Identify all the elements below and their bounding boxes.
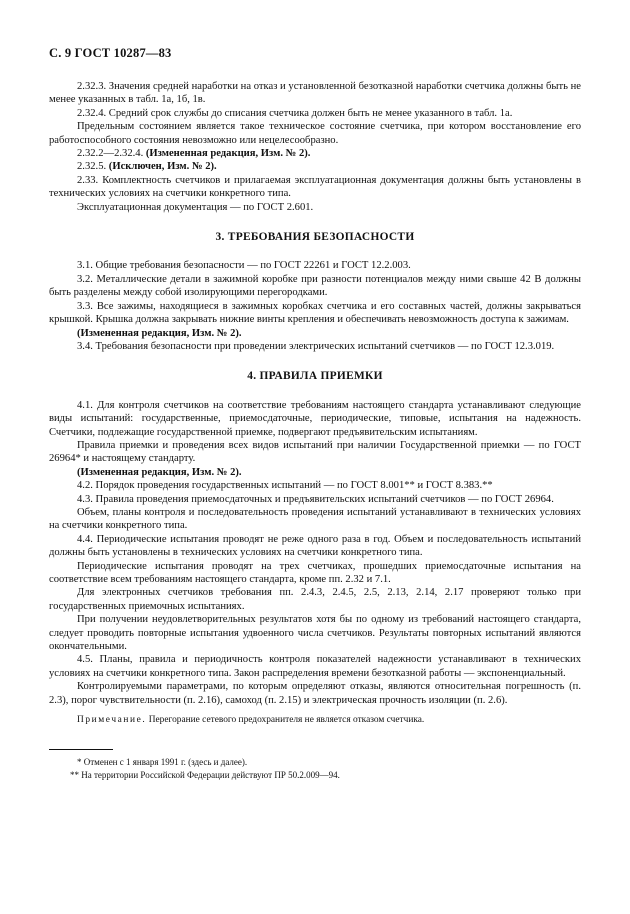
section-3-title: 3. ТРЕБОВАНИЯ БЕЗОПАСНОСТИ xyxy=(215,231,415,244)
paragraph-periodic-tests: Периодические испытания проводят на трех счетчиках, прошедших приемосдаточные испытания на соответствие всем требованиям настоящего стандарта, кроме пп. 2.32 и 7.1. xyxy=(49,560,581,585)
paragraph-limit-state: Предельным состоянием является такое техническое состояние счетчика, при котором восстановление его работоспособного состояния невозможно или нецелесообразно. xyxy=(49,121,581,146)
paragraph-4-5: 4.5. Планы, правила и периодичность контроля показателей надежности устанавливают в технических условиях на счетчики конкретного типа. Закон распределения времени безотказной работы — экспоненциальный. xyxy=(49,654,581,679)
amendment-number: 2.32.2—2.32.4. xyxy=(77,148,144,160)
footnote-1: * Отменен с 1 января 1991 г. (здесь и далее). xyxy=(77,757,248,768)
footnote-2: ** На территории Российской Федерации действуют ПР 50.2.009—94. xyxy=(70,770,340,781)
amendment-3-3: (Измененная редакция, Изм. № 2). xyxy=(77,327,242,339)
paragraph-2-32-3: 2.32.3. Значения средней наработки на отказ и установленной безотказной наработки счетчика должны быть не менее указанных в табл. 1а, 1б, 1в. xyxy=(49,81,581,106)
paragraph-repeat-tests: При получении неудовлетворительных результатов хотя бы по одному из требований настоящего стандарта, следует проводить повторные испытания удвоенного числа счетчиков. Результаты повторных испытаний являются окончательными. xyxy=(49,614,581,653)
note-text: Перегорание сетевого предохранителя не является отказом счетчика. xyxy=(148,715,425,726)
amendment-number: 2.32.5. xyxy=(77,161,107,173)
paragraph-3-3: 3.3. Все зажимы, находящиеся в зажимных коробках счетчика и его составных частей, должны закрываться крышкой. Крышка должна закрывать нижние винты крепления и обеспечивать невозможность доступа к зажимам. xyxy=(49,300,581,326)
amendment-note: (Измененная редакция, Изм. № 2). xyxy=(145,148,311,160)
paragraph-control-plans: Объем, планы контроля и последовательность проведения испытаний устанавливают в технических условиях на счетчики конкретного типа. xyxy=(49,506,581,532)
note-label: Примечание. xyxy=(77,715,147,726)
paragraph-2-33: 2.33. Комплектность счетчиков и прилагаемая эксплуатационная документация должны быть установлены в технических условиях на счетчики конкретного типа. xyxy=(49,174,581,200)
paragraph-2-32-4: 2.32.4. Средний срок службы до списания счетчика должен быть не менее указанного в табл. 1а. xyxy=(77,107,513,119)
note xyxy=(49,714,581,727)
footnote-divider xyxy=(49,749,113,750)
amendment-2-32-2-4 xyxy=(49,147,581,160)
page-header: С. 9 ГОСТ 10287—83 xyxy=(49,46,172,60)
paragraph-4-2: 4.2. Порядок проведения государственных испытаний — по ГОСТ 8.001** и ГОСТ 8.383.** xyxy=(77,480,493,492)
paragraph-4-1: 4.1. Для контроля счетчиков на соответствие требованиям настоящего стандарта устанавливают следующие виды испытаний: государственные, приемосдаточные, периодические, типовые, испытания на надежность. Счетчики, подлежащие государственной приемке, подвергают предъявительским испытаниям. xyxy=(49,399,581,438)
paragraph-electronic-meters: Для электронных счетчиков требования пп. 2.4.3, 2.4.5, 2.5, 2.13, 2.14, 2.17 проверяют только при государственных приемочных испытаниях. xyxy=(49,587,581,612)
paragraph-3-2: 3.2. Металлические детали в зажимной коробке при разности потенциалов между ними свыше 42 В должны быть разделены между собой изолирующими перегородками. xyxy=(49,273,581,299)
paragraph-4-4: 4.4. Периодические испытания проводят не реже одного раза в год. Объем и последовательность испытаний должны быть установлены в технических условиях на счетчики конкретного типа. xyxy=(49,533,581,559)
paragraph-operational-docs: Эксплуатационная документация — по ГОСТ 2.601. xyxy=(77,201,314,213)
page-content xyxy=(49,80,581,782)
section-4-title: 4. ПРАВИЛА ПРИЕМКИ xyxy=(247,370,383,383)
paragraph-acceptance-rules: Правила приемки и проведения всех видов испытаний при наличии Государственной приемки — по ГОСТ 26964* и настоящему стандарту. xyxy=(49,439,581,465)
amendment-4-1: (Измененная редакция, Изм. № 2). xyxy=(77,466,242,478)
paragraph-4-3: 4.3. Правила проведения приемосдаточных и предъявительских испытаний счетчиков — по ГОСТ 26964. xyxy=(77,493,554,505)
paragraph-3-1: 3.1. Общие требования безопасности — по ГОСТ 22261 и ГОСТ 12.2.003. xyxy=(77,260,411,272)
amendment-note: (Исключен, Изм. № 2). xyxy=(108,161,217,173)
paragraph-3-4: 3.4. Требования безопасности при проведении электрических испытаний счетчиков — по ГОСТ 12.3.019. xyxy=(77,340,555,352)
paragraph-controlled-params: Контролируемыми параметрами, по которым определяют отказы, являются относительная погрешность (п. 2.3), порог чувствительности (п. 2.16), самоход (п. 2.15) и электрическая прочность изоляции (п. 2.6). xyxy=(49,681,581,706)
amendment-2-32-5 xyxy=(49,160,581,173)
